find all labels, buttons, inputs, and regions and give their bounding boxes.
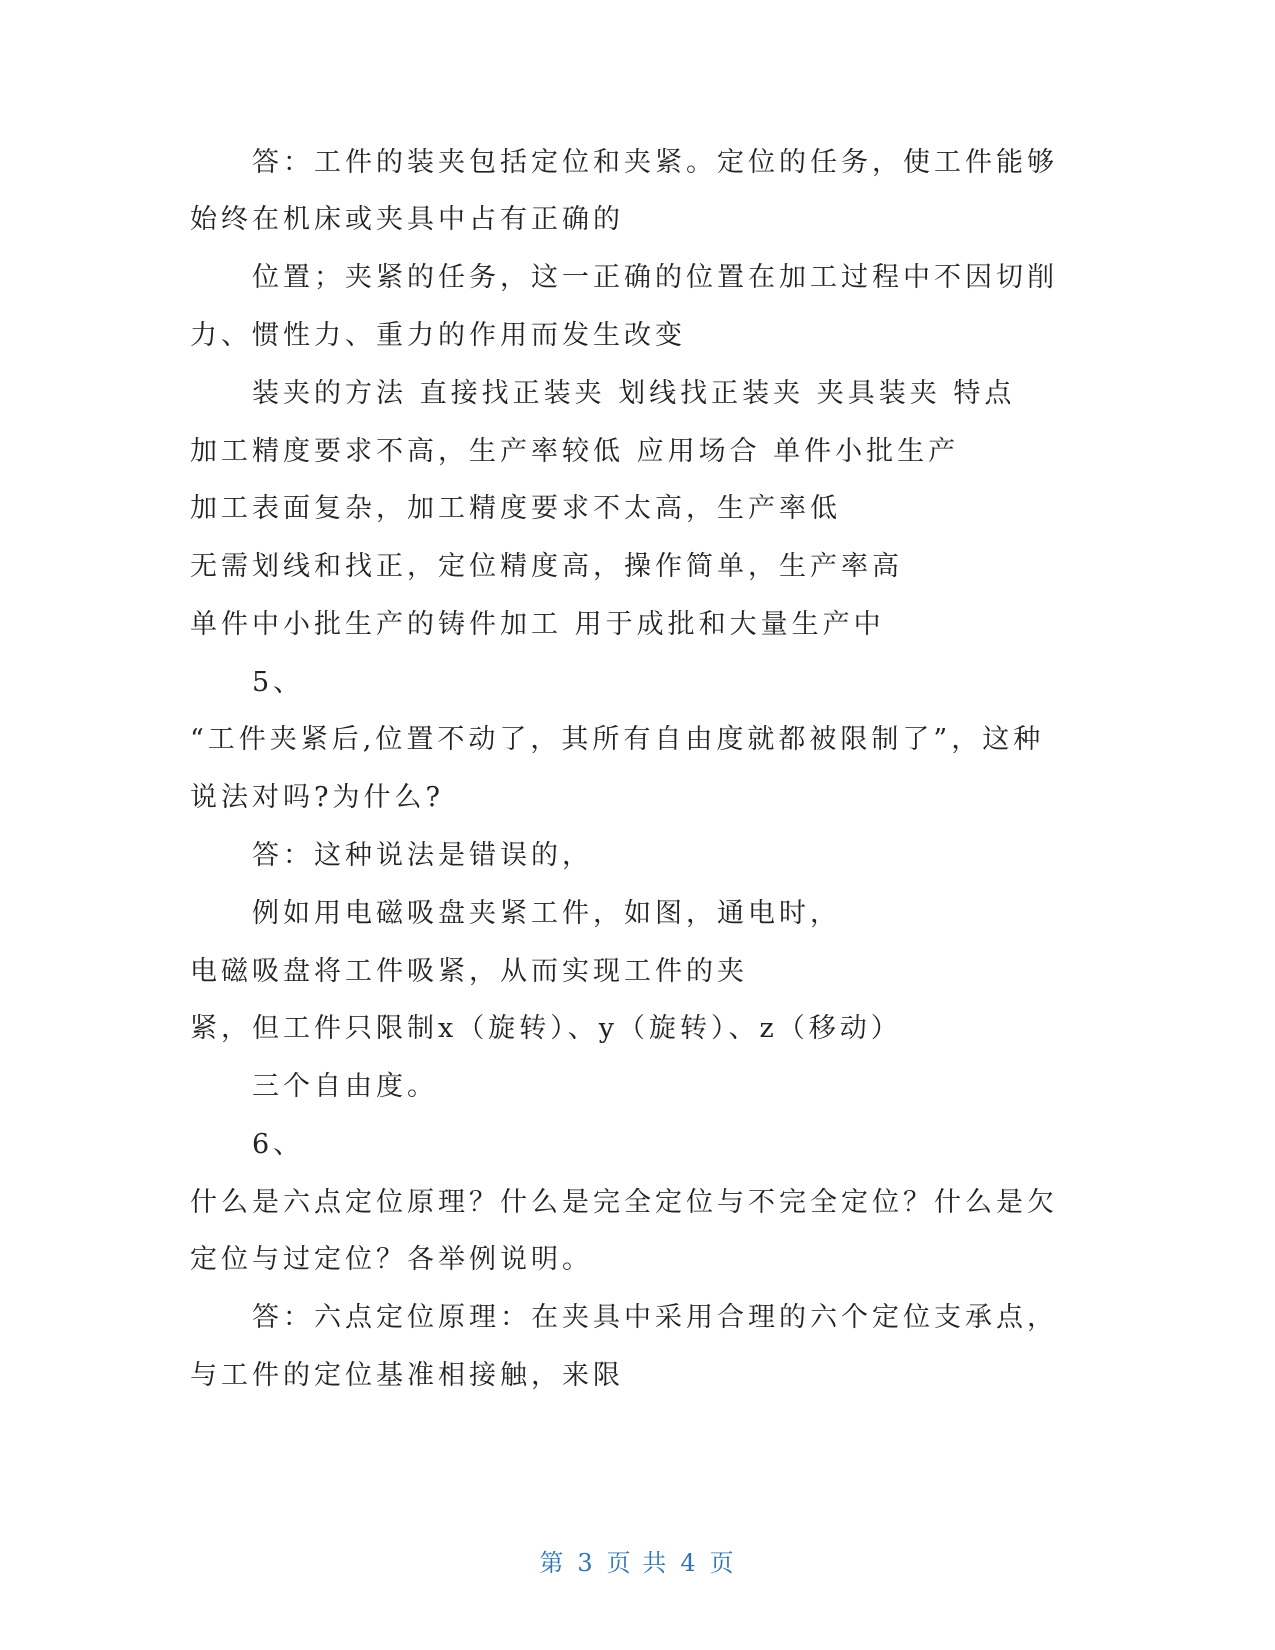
paragraph-line: 例如用电磁吸盘夹紧工件，如图，通电时，	[252, 898, 841, 929]
paragraph-line: 定位与过定位？各举例说明。	[190, 1244, 593, 1275]
paragraph-line: 紧，但工件只限制x（旋转）、y（旋转）、z（移动）	[190, 1013, 902, 1044]
paragraph-line: 三个自由度。	[252, 1071, 438, 1102]
paragraph-line: 力、惯性力、重力的作用而发生改变	[190, 320, 686, 351]
paragraph-line: 电磁吸盘将工件吸紧，从而实现工件的夹	[190, 956, 748, 987]
paragraph-line: 什么是六点定位原理？什么是完全定位与不完全定位？什么是欠	[190, 1187, 1058, 1218]
paragraph-line: 单件中小批生产的铸件加工 用于成批和大量生产中	[190, 609, 885, 640]
question-number: 5、	[252, 667, 305, 698]
question-number: 6、	[252, 1129, 305, 1160]
paragraph-line: 答：工件的装夹包括定位和夹紧。定位的任务，使工件能够	[252, 147, 1058, 178]
footer-middle: 页 共	[606, 1549, 669, 1577]
footer-prefix: 第	[539, 1549, 566, 1577]
paragraph-line: 答：六点定位原理：在夹具中采用合理的六个定位支承点，	[252, 1302, 1058, 1333]
paragraph-line: 说法对吗?为什么?	[190, 782, 444, 813]
footer-suffix: 页	[709, 1549, 736, 1577]
page-footer	[0, 1548, 1275, 1578]
paragraph-line: 答：这种说法是错误的，	[252, 840, 593, 871]
paragraph-line: 位置；夹紧的任务，这一正确的位置在加工过程中不因切削	[252, 262, 1058, 293]
paragraph-line: 装夹的方法 直接找正装夹 划线找正装夹 夹具装夹 特点	[252, 378, 1016, 409]
paragraph-line: “工件夹紧后,位置不动了，其所有自由度就都被限制了”，这种	[190, 724, 1045, 755]
paragraph-line: 无需划线和找正，定位精度高，操作简单，生产率高	[190, 551, 903, 582]
paragraph-line: 与工件的定位基准相接触，来限	[190, 1360, 624, 1391]
paragraph-line: 加工表面复杂，加工精度要求不太高，生产率低	[190, 493, 841, 524]
paragraph-line: 始终在机床或夹具中占有正确的	[190, 204, 624, 235]
paragraph-line: 加工精度要求不高，生产率较低 应用场合 单件小批生产	[190, 436, 960, 467]
footer-total-pages: 4	[680, 1549, 698, 1577]
footer-page-number: 3	[577, 1549, 595, 1577]
